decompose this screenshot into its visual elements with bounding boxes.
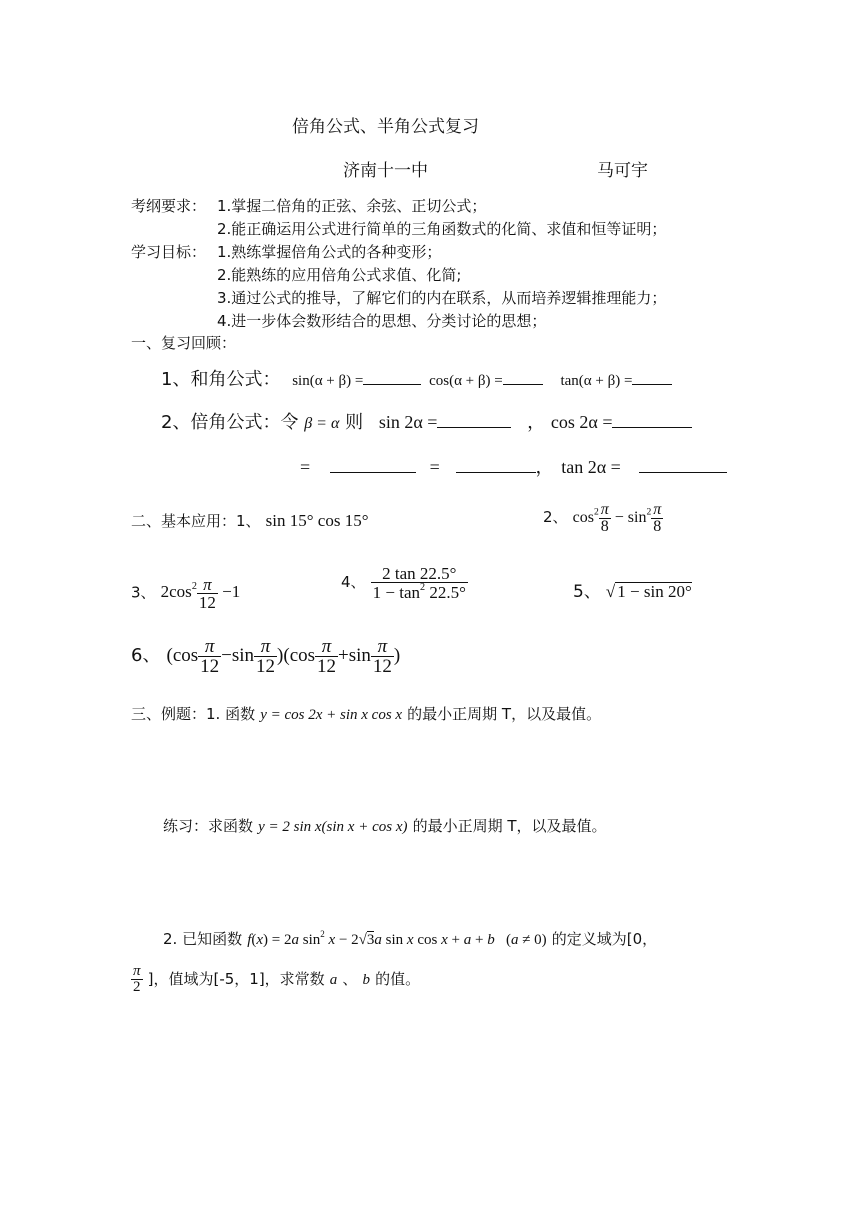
practice-tail: 的最小正周期 T，以及最值。	[412, 817, 607, 835]
section2-heading: 二、基本应用：1、	[131, 512, 261, 530]
cos2a-blank-2	[330, 456, 416, 473]
goal-item: 1.熟练掌握倍角公式的各种变形；	[217, 243, 442, 261]
separator: 、	[342, 970, 358, 988]
equals-sign: =	[429, 457, 440, 478]
goal-item: 3.通过公式的推导，了解它们的内在联系，从而培养逻辑推理能力；	[217, 289, 667, 307]
practice	[163, 818, 607, 835]
example-1-tail: 的最小正周期 T，以及最值。	[407, 705, 602, 723]
sin2a-expr: sin 2α =	[378, 412, 438, 433]
comma: ，	[527, 412, 546, 434]
sin2a-blank	[437, 411, 511, 428]
cos2a-blank-1	[612, 411, 692, 428]
pi-over-2: $\frac{\pi}{2}$	[133, 963, 141, 995]
problem-6-expr: (cos $\frac{\pi}{12}$ −sin $\frac{\pi}{12}$ )(cos $\frac{\pi}{12}$ +sin $\frac{\pi}{12}$ )	[166, 636, 401, 677]
double-angle-row-2: = = ， tan 2α =	[300, 456, 727, 477]
example-1	[131, 706, 601, 723]
problem-2-label: 2、	[543, 508, 568, 527]
school-name: 济南十一中	[343, 161, 428, 181]
cos-sum-expr: cos(α + β) =	[429, 373, 503, 390]
problem-4-label: 4、	[341, 572, 366, 591]
example-2-tail2: ]，值域为[-5，1]，求常数	[147, 970, 325, 988]
sum-formulas-label: 1、和角公式：	[161, 369, 281, 391]
section1-heading: 一、复习回顾：	[131, 334, 237, 352]
problem-4	[341, 565, 468, 601]
problem-2	[543, 502, 663, 535]
cos2a-blank-3	[456, 456, 536, 473]
example-2-end: 的值。	[375, 970, 421, 988]
section3-heading: 三、例题：1. 函数	[131, 705, 256, 723]
goals-label: 学习目标：	[131, 243, 207, 261]
example-2-line2	[131, 964, 420, 995]
sin-sum-blank	[363, 368, 421, 385]
problem-3	[131, 576, 240, 611]
sum-formulas-row	[161, 368, 672, 389]
var-a: a	[329, 972, 338, 988]
problem-5-label: 5、	[573, 582, 601, 602]
tan2a-expr: tan 2α =	[561, 457, 621, 478]
beta-equals-alpha: β = α	[304, 415, 340, 433]
double-angle-row	[161, 411, 692, 432]
requirement-item: 2.能正确运用公式进行简单的三角函数式的化简、求值和恒等证明；	[217, 220, 667, 238]
page-title: 倍角公式、半角公式复习	[292, 117, 479, 137]
then-word: 则	[345, 412, 364, 434]
tan-sum-blank	[632, 368, 672, 385]
example-2-lead: 2. 已知函数	[163, 930, 243, 949]
example-1-function: y = cos 2x + sin x cos x	[260, 707, 403, 723]
example-2	[163, 930, 657, 948]
sin-sum-expr: sin(α + β) =	[292, 373, 364, 390]
problem-6	[131, 637, 400, 676]
example-2-tail1: 的定义域为[0，	[551, 930, 658, 949]
problem-1-expr: sin 15° cos 15°	[265, 511, 369, 530]
requirement-item: 1.掌握二倍角的正弦、余弦、正切公式；	[217, 197, 487, 215]
goal-item: 2.能熟练的应用倍角公式求值、化简;	[217, 266, 462, 284]
problem-3-label: 3、	[131, 583, 156, 602]
equals-sign: =	[300, 457, 311, 478]
tan2a-blank	[639, 456, 727, 473]
practice-label: 练习：求函数	[163, 817, 254, 835]
goal-item: 4.进一步体会数形结合的思想、分类讨论的思想；	[217, 312, 547, 330]
problem-2-expr: $\cos^2$ $\frac{\pi}{8}$ − $\sin^2$ $\frac{\pi}{8}$	[572, 501, 662, 535]
cos-sum-blank	[503, 368, 543, 385]
problem-6-label: 6、	[131, 644, 161, 666]
cos2a-expr: cos 2α =	[550, 412, 613, 433]
author-name: 马可宇	[597, 161, 648, 181]
problem-3-expr: $2\cos^2$ $\frac{\pi}{12}$ −1	[160, 575, 241, 612]
practice-function: y = 2 sin x(sin x + cos x)	[258, 819, 408, 835]
problem-5-expr: √ 1 − sin 20°	[605, 582, 692, 601]
requirements-label: 考纲要求：	[131, 197, 207, 215]
double-angle-label: 2、倍角公式：令	[161, 412, 299, 434]
problem-1	[131, 512, 369, 529]
problem-4-expr: $\frac{2 \tan 22.5^\circ}{1 - \tan^2 22.5^\circ}$	[372, 564, 466, 603]
example-2-function: f(x) = 2a $\sin^2 x - 2√3a$ sin x cos x + a + b (a ≠ 0)	[247, 929, 547, 949]
problem-5	[573, 582, 692, 601]
tan-sum-expr: tan(α + β) =	[560, 373, 633, 390]
var-b: b	[362, 972, 370, 988]
